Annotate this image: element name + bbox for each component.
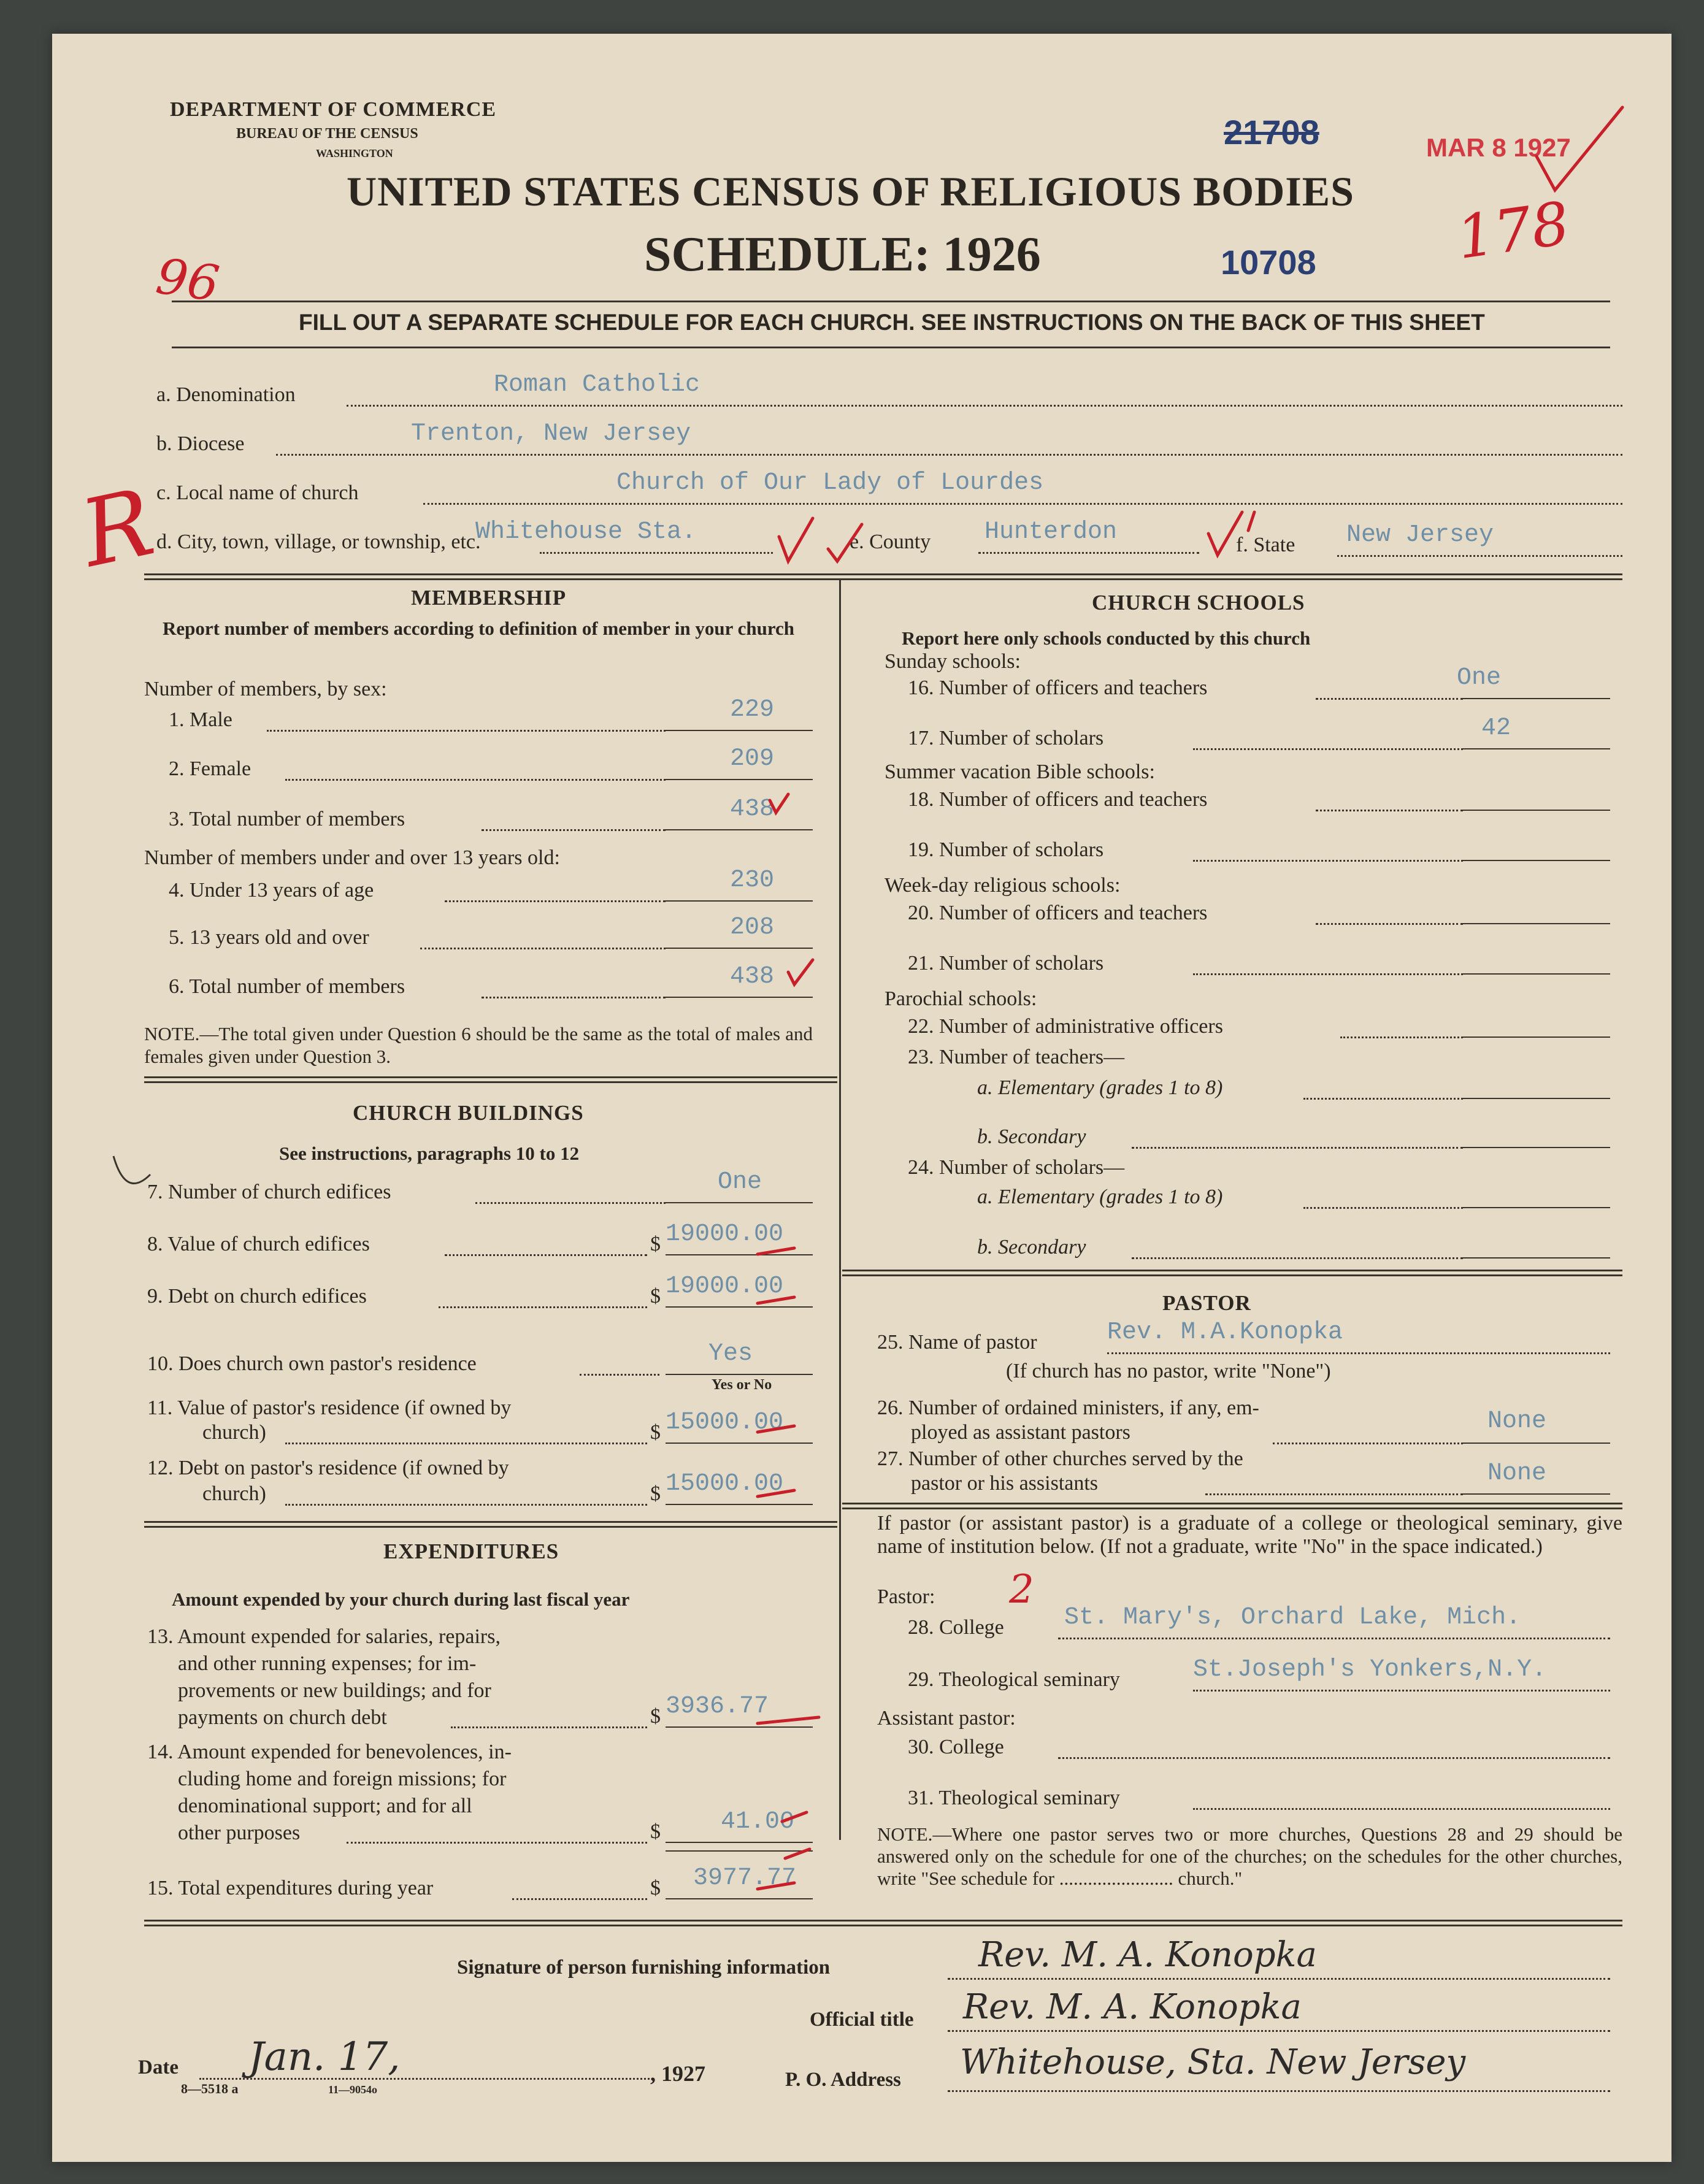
- check-mark-icon: [770, 794, 788, 813]
- benevolences-line-4: other purposes: [178, 1822, 301, 1844]
- parochial-schools-label: Parochial schools:: [885, 987, 1037, 1010]
- by-sex-label: Number of members, by sex:: [144, 678, 387, 700]
- check-mark-icon: [1208, 512, 1242, 555]
- total-expenditures-label: 15. Total expenditures during year: [147, 1877, 434, 1899]
- dash-mark-icon: [758, 1717, 819, 1723]
- diocese-label: b. Diocese: [156, 432, 245, 455]
- edifice-value-dollar: $: [650, 1233, 661, 1255]
- year-printed: , 1927: [650, 2061, 705, 2086]
- running-expenses-line-1: 13. Amount expended for salaries, repairs,: [147, 1625, 501, 1648]
- instruction-banner: FILL OUT A SEPARATE SCHEDULE FOR EACH CHURCH. SEE INSTRUCTIONS ON THE BACK OF THIS SHEET: [299, 310, 1485, 335]
- female-value: 209: [730, 745, 775, 773]
- sunday-scholars-value: 42: [1481, 715, 1511, 742]
- total-expenditures-value: 3977.77: [693, 1864, 797, 1892]
- owns-residence-value: Yes: [708, 1340, 753, 1368]
- benevolences-line-2: cluding home and foreign missions; for: [178, 1768, 507, 1790]
- denomination-value: Roman Catholic: [494, 371, 700, 399]
- residence-debt-label-2: church): [202, 1482, 266, 1505]
- summer-schools-label: Summer vacation Bible schools:: [885, 761, 1155, 783]
- seminary-value: St.Joseph's Yonkers,N.Y.: [1193, 1656, 1547, 1684]
- running-expenses-dollar: $: [650, 1705, 661, 1728]
- dash-mark-icon: [785, 1849, 810, 1858]
- bureau-heading: BUREAU OF THE CENSUS: [236, 126, 418, 142]
- residence-debt-value: 15000.00: [666, 1470, 784, 1498]
- residence-value-label-2: church): [202, 1421, 266, 1444]
- census-schedule-sheet: [52, 34, 1671, 2162]
- dash-mark-icon: [758, 1248, 794, 1254]
- owns-residence-label: 10. Does church own pastor's residence: [147, 1352, 477, 1375]
- buildings-sub: See instructions, paragraphs 10 to 12: [279, 1143, 580, 1164]
- total-expenditures-dollar: $: [650, 1877, 661, 1899]
- running-expenses-line-3: provements or new buildings; and for: [178, 1679, 491, 1702]
- edifices-label: 7. Number of church edifices: [147, 1181, 391, 1203]
- red-check-marks: [52, 34, 1671, 2162]
- running-expenses-line-4: payments on church debt: [178, 1706, 387, 1729]
- pastor-name-hint: (If church has no pastor, write "None"): [1006, 1360, 1331, 1382]
- other-churches-value: None: [1487, 1460, 1547, 1487]
- male-value: 229: [730, 696, 775, 724]
- schedule-year: SCHEDULE: 1926: [644, 228, 1041, 282]
- pastor-heading: PASTOR: [1162, 1291, 1251, 1315]
- assistant-seminary-label: 31. Theological seminary: [908, 1787, 1120, 1809]
- graduate-note: If pastor (or assistant pastor) is a graduate of a college or theological seminary, give name of institution below. (If not a graduate, write "No" in the space indicated.): [877, 1512, 1622, 1558]
- form-number: 8—5518 a: [181, 2081, 239, 2096]
- total-members-6-value: 438: [730, 963, 775, 990]
- over-13-value: 208: [730, 914, 775, 941]
- county-value: Hunterdon: [984, 518, 1118, 546]
- benevolences-dollar: $: [650, 1820, 661, 1843]
- check-mark-icon: [779, 518, 813, 561]
- stamp-number-top: 21708: [1224, 113, 1319, 151]
- assistants-label-2: ployed as assistant pastors: [911, 1421, 1130, 1444]
- dash-mark-icon: [782, 1812, 807, 1822]
- edifice-value-label: 8. Value of church edifices: [147, 1233, 370, 1255]
- state-value: New Jersey: [1346, 521, 1494, 549]
- official-title-value: Rev. M. A. Konopka: [963, 1987, 1302, 2027]
- date-value: Jan. 17,: [248, 2034, 401, 2080]
- schools-heading: CHURCH SCHOOLS: [1092, 591, 1305, 615]
- check-mark-icon: [1248, 512, 1254, 531]
- membership-note: NOTE.—The total given under Question 6 should be the same as the total of males and females given under Question 3.: [144, 1023, 813, 1067]
- weekday-scholars-label: 21. Number of scholars: [908, 952, 1104, 975]
- female-label: 2. Female: [169, 757, 251, 780]
- hand-mark-r: R: [72, 469, 163, 588]
- hand-number-right: 178: [1453, 188, 1574, 273]
- teachers-elementary-label: a. Elementary (grades 1 to 8): [977, 1076, 1223, 1099]
- over-13-label: 5. 13 years old and over: [169, 926, 369, 949]
- assistants-label-1: 26. Number of ordained ministers, if any, em-: [877, 1397, 1259, 1419]
- male-label: 1. Male: [169, 708, 232, 731]
- check-mark-icon: [1537, 107, 1622, 190]
- city-heading: WASHINGTON: [316, 147, 393, 159]
- other-churches-label-1: 27. Number of other churches served by the: [877, 1447, 1243, 1470]
- under-13-value: 230: [730, 867, 775, 894]
- city-value: Whitehouse Sta.: [475, 518, 697, 546]
- under-over-label: Number of members under and over 13 years old:: [144, 846, 560, 869]
- membership-heading: MEMBERSHIP: [411, 586, 567, 610]
- expenditures-heading: EXPENDITURES: [383, 1539, 559, 1563]
- hand-mark-2: 2: [1009, 1567, 1034, 1612]
- dash-mark-icon: [758, 1426, 794, 1432]
- college-label: 28. College: [908, 1616, 1004, 1639]
- check-mark-icon: [828, 524, 862, 561]
- po-address-label: P. O. Address: [785, 2069, 901, 2091]
- residence-value-label-1: 11. Value of pastor's residence (if owned by: [147, 1397, 512, 1419]
- edifice-debt-value: 19000.00: [666, 1273, 784, 1300]
- schools-sub: Report here only schools conducted by this church: [902, 627, 1311, 649]
- sunday-scholars-label: 17. Number of scholars: [908, 727, 1104, 749]
- pencil-mark-icon: [113, 1156, 150, 1184]
- pastor-sub-label: Pastor:: [877, 1585, 935, 1608]
- signature-label: Signature of person furnishing information: [457, 1956, 831, 1979]
- scholars-elementary-label: a. Elementary (grades 1 to 8): [977, 1186, 1223, 1208]
- total-members-6-label: 6. Total number of members: [169, 975, 405, 998]
- under-13-label: 4. Under 13 years of age: [169, 879, 374, 902]
- college-value: St. Mary's, Orchard Lake, Mich.: [1064, 1604, 1521, 1631]
- print-number: 11—9054o: [328, 2083, 378, 2096]
- running-expenses-line-2: and other running expenses; for im-: [178, 1652, 477, 1675]
- other-churches-label-2: pastor or his assistants: [911, 1472, 1099, 1495]
- stamp-number-bottom: 10708: [1221, 243, 1316, 282]
- po-address-value: Whitehouse, Sta. New Jersey: [960, 2042, 1466, 2082]
- check-mark-icon: [788, 960, 813, 984]
- state-label: f. State: [1236, 534, 1295, 556]
- edifice-value-value: 19000.00: [666, 1220, 784, 1248]
- summer-officers-label: 18. Number of officers and teachers: [908, 788, 1208, 811]
- assistants-value: None: [1487, 1408, 1547, 1435]
- pastor-name-value: Rev. M.A.Konopka: [1107, 1319, 1343, 1346]
- dash-mark-icon: [758, 1883, 794, 1889]
- city-label: d. City, town, village, or township, etc.: [156, 531, 481, 553]
- scholars-label: 24. Number of scholars—: [908, 1156, 1125, 1179]
- edifice-debt-label: 9. Debt on church edifices: [147, 1285, 367, 1308]
- residence-debt-label-1: 12. Debt on pastor's residence (if owned by: [147, 1457, 509, 1479]
- date-label: Date: [138, 2056, 178, 2079]
- department-heading: DEPARTMENT OF COMMERCE: [170, 98, 497, 121]
- yes-or-no-hint: Yes or No: [712, 1377, 772, 1393]
- official-title-label: Official title: [810, 2009, 914, 2031]
- sunday-officers-label: 16. Number of officers and teachers: [908, 676, 1208, 699]
- benevolences-line-3: denominational support; and for all: [178, 1795, 472, 1817]
- received-date-stamp: MAR 8 1927: [1426, 133, 1571, 162]
- diocese-value: Trenton, New Jersey: [411, 420, 691, 448]
- sunday-schools-label: Sunday schools:: [885, 650, 1021, 673]
- total-members-3-value: 438: [730, 795, 775, 823]
- sunday-officers-value: One: [1457, 664, 1502, 692]
- dash-mark-icon: [758, 1297, 794, 1303]
- assistant-pastor-label: Assistant pastor:: [877, 1707, 1016, 1730]
- benevolences-line-1: 14. Amount expended for benevolences, in-: [147, 1741, 512, 1763]
- church-name-label: c. Local name of church: [156, 481, 359, 504]
- church-name-value: Church of Our Lady of Lourdes: [616, 469, 1044, 497]
- form-title: UNITED STATES CENSUS OF RELIGIOUS BODIES: [347, 168, 1354, 215]
- pastor-note: NOTE.—Where one pastor serves two or more churches, Questions 28 and 29 should be answered only on the schedule for one of the churches; on the schedules for the other churches, write "See schedule for ........................ church.": [877, 1823, 1622, 1889]
- weekday-officers-label: 20. Number of officers and teachers: [908, 902, 1208, 924]
- benevolences-value: 41.00: [721, 1808, 795, 1836]
- admin-officers-label: 22. Number of administrative officers: [908, 1015, 1223, 1038]
- buildings-heading: CHURCH BUILDINGS: [353, 1101, 584, 1125]
- hand-number-left: 96: [153, 247, 223, 313]
- teachers-secondary-label: b. Secondary: [977, 1125, 1086, 1148]
- membership-intro: Report number of members according to definition of member in your church: [162, 618, 795, 639]
- denomination-label: a. Denomination: [156, 383, 296, 406]
- seminary-label: 29. Theological seminary: [908, 1668, 1120, 1691]
- pastor-name-label: 25. Name of pastor: [877, 1331, 1037, 1354]
- residence-debt-dollar: $: [650, 1482, 661, 1505]
- edifices-value: One: [718, 1168, 762, 1196]
- weekday-schools-label: Week-day religious schools:: [885, 874, 1121, 897]
- edifice-debt-dollar: $: [650, 1285, 661, 1308]
- county-label: e. County: [850, 531, 931, 553]
- teachers-label: 23. Number of teachers—: [908, 1046, 1125, 1068]
- total-members-3-label: 3. Total number of members: [169, 808, 405, 830]
- scholars-secondary-label: b. Secondary: [977, 1236, 1086, 1259]
- dash-mark-icon: [758, 1490, 794, 1496]
- signature-value: Rev. M. A. Konopka: [978, 1935, 1317, 1975]
- residence-value-value: 15000.00: [666, 1409, 784, 1436]
- running-expenses-value: 3936.77: [666, 1693, 769, 1720]
- summer-scholars-label: 19. Number of scholars: [908, 838, 1104, 861]
- assistant-college-label: 30. College: [908, 1736, 1004, 1758]
- residence-value-dollar: $: [650, 1421, 661, 1444]
- expenditures-sub: Amount expended by your church during last fiscal year: [172, 1588, 630, 1610]
